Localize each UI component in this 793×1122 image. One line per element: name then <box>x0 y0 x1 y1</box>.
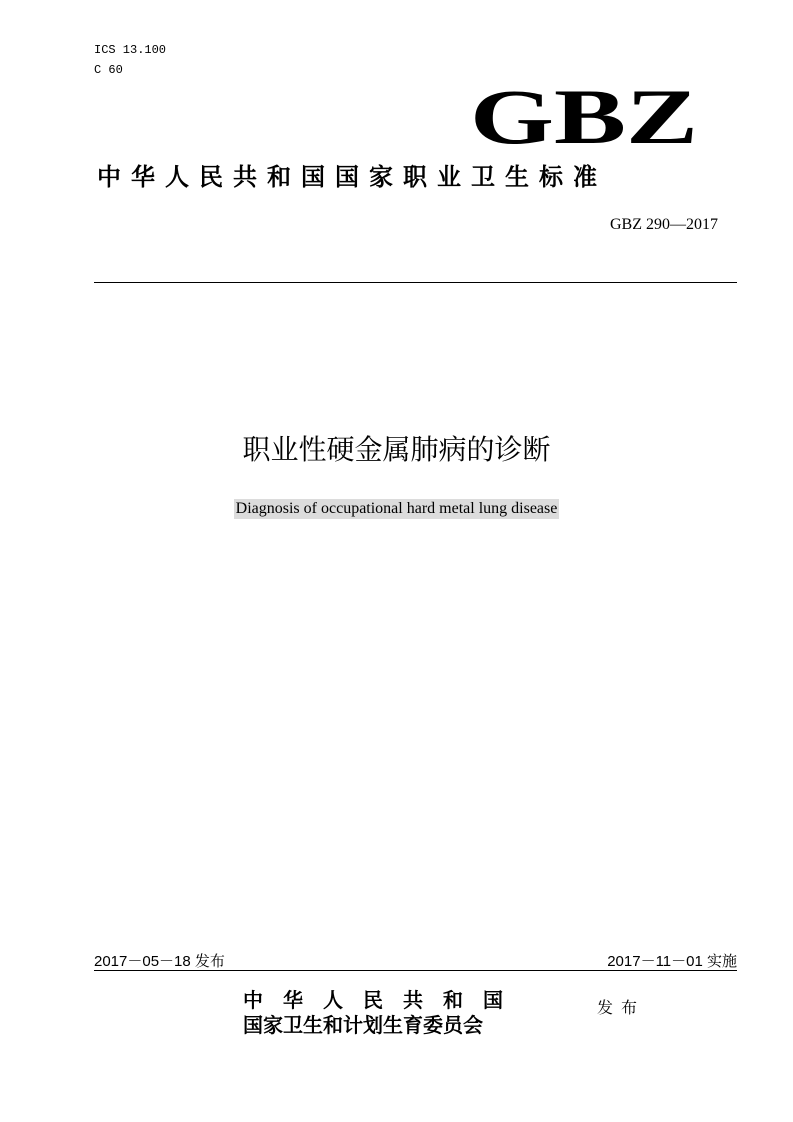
english-title: Diagnosis of occupational hard metal lung disease <box>235 500 558 517</box>
standard-number: GBZ 290—2017 <box>610 216 718 233</box>
standard-type: 中华人民共和国国家职业卫生标准 <box>97 162 607 191</box>
issue-date: 2017－05－18 发布 <box>94 953 225 970</box>
header-divider <box>94 282 737 283</box>
classification-codes <box>94 40 166 80</box>
issuer-line-1: 中华人民共和国 <box>243 988 523 1012</box>
issuer-line-2: 国家卫生和计划生育委员会 <box>243 1013 483 1037</box>
publish-label: 发布 <box>597 998 646 1017</box>
gbz-logo <box>470 83 700 153</box>
gbz-logo-text: GBZ <box>470 83 698 153</box>
english-title-wrap <box>0 498 793 519</box>
ccs-code: C 60 <box>94 63 123 77</box>
document-title: 职业性硬金属肺病的诊断 <box>242 433 551 466</box>
implementation-date: 2017－11－01 实施 <box>607 953 737 970</box>
footer-divider <box>94 970 737 971</box>
ics-code: ICS 13.100 <box>94 43 167 57</box>
